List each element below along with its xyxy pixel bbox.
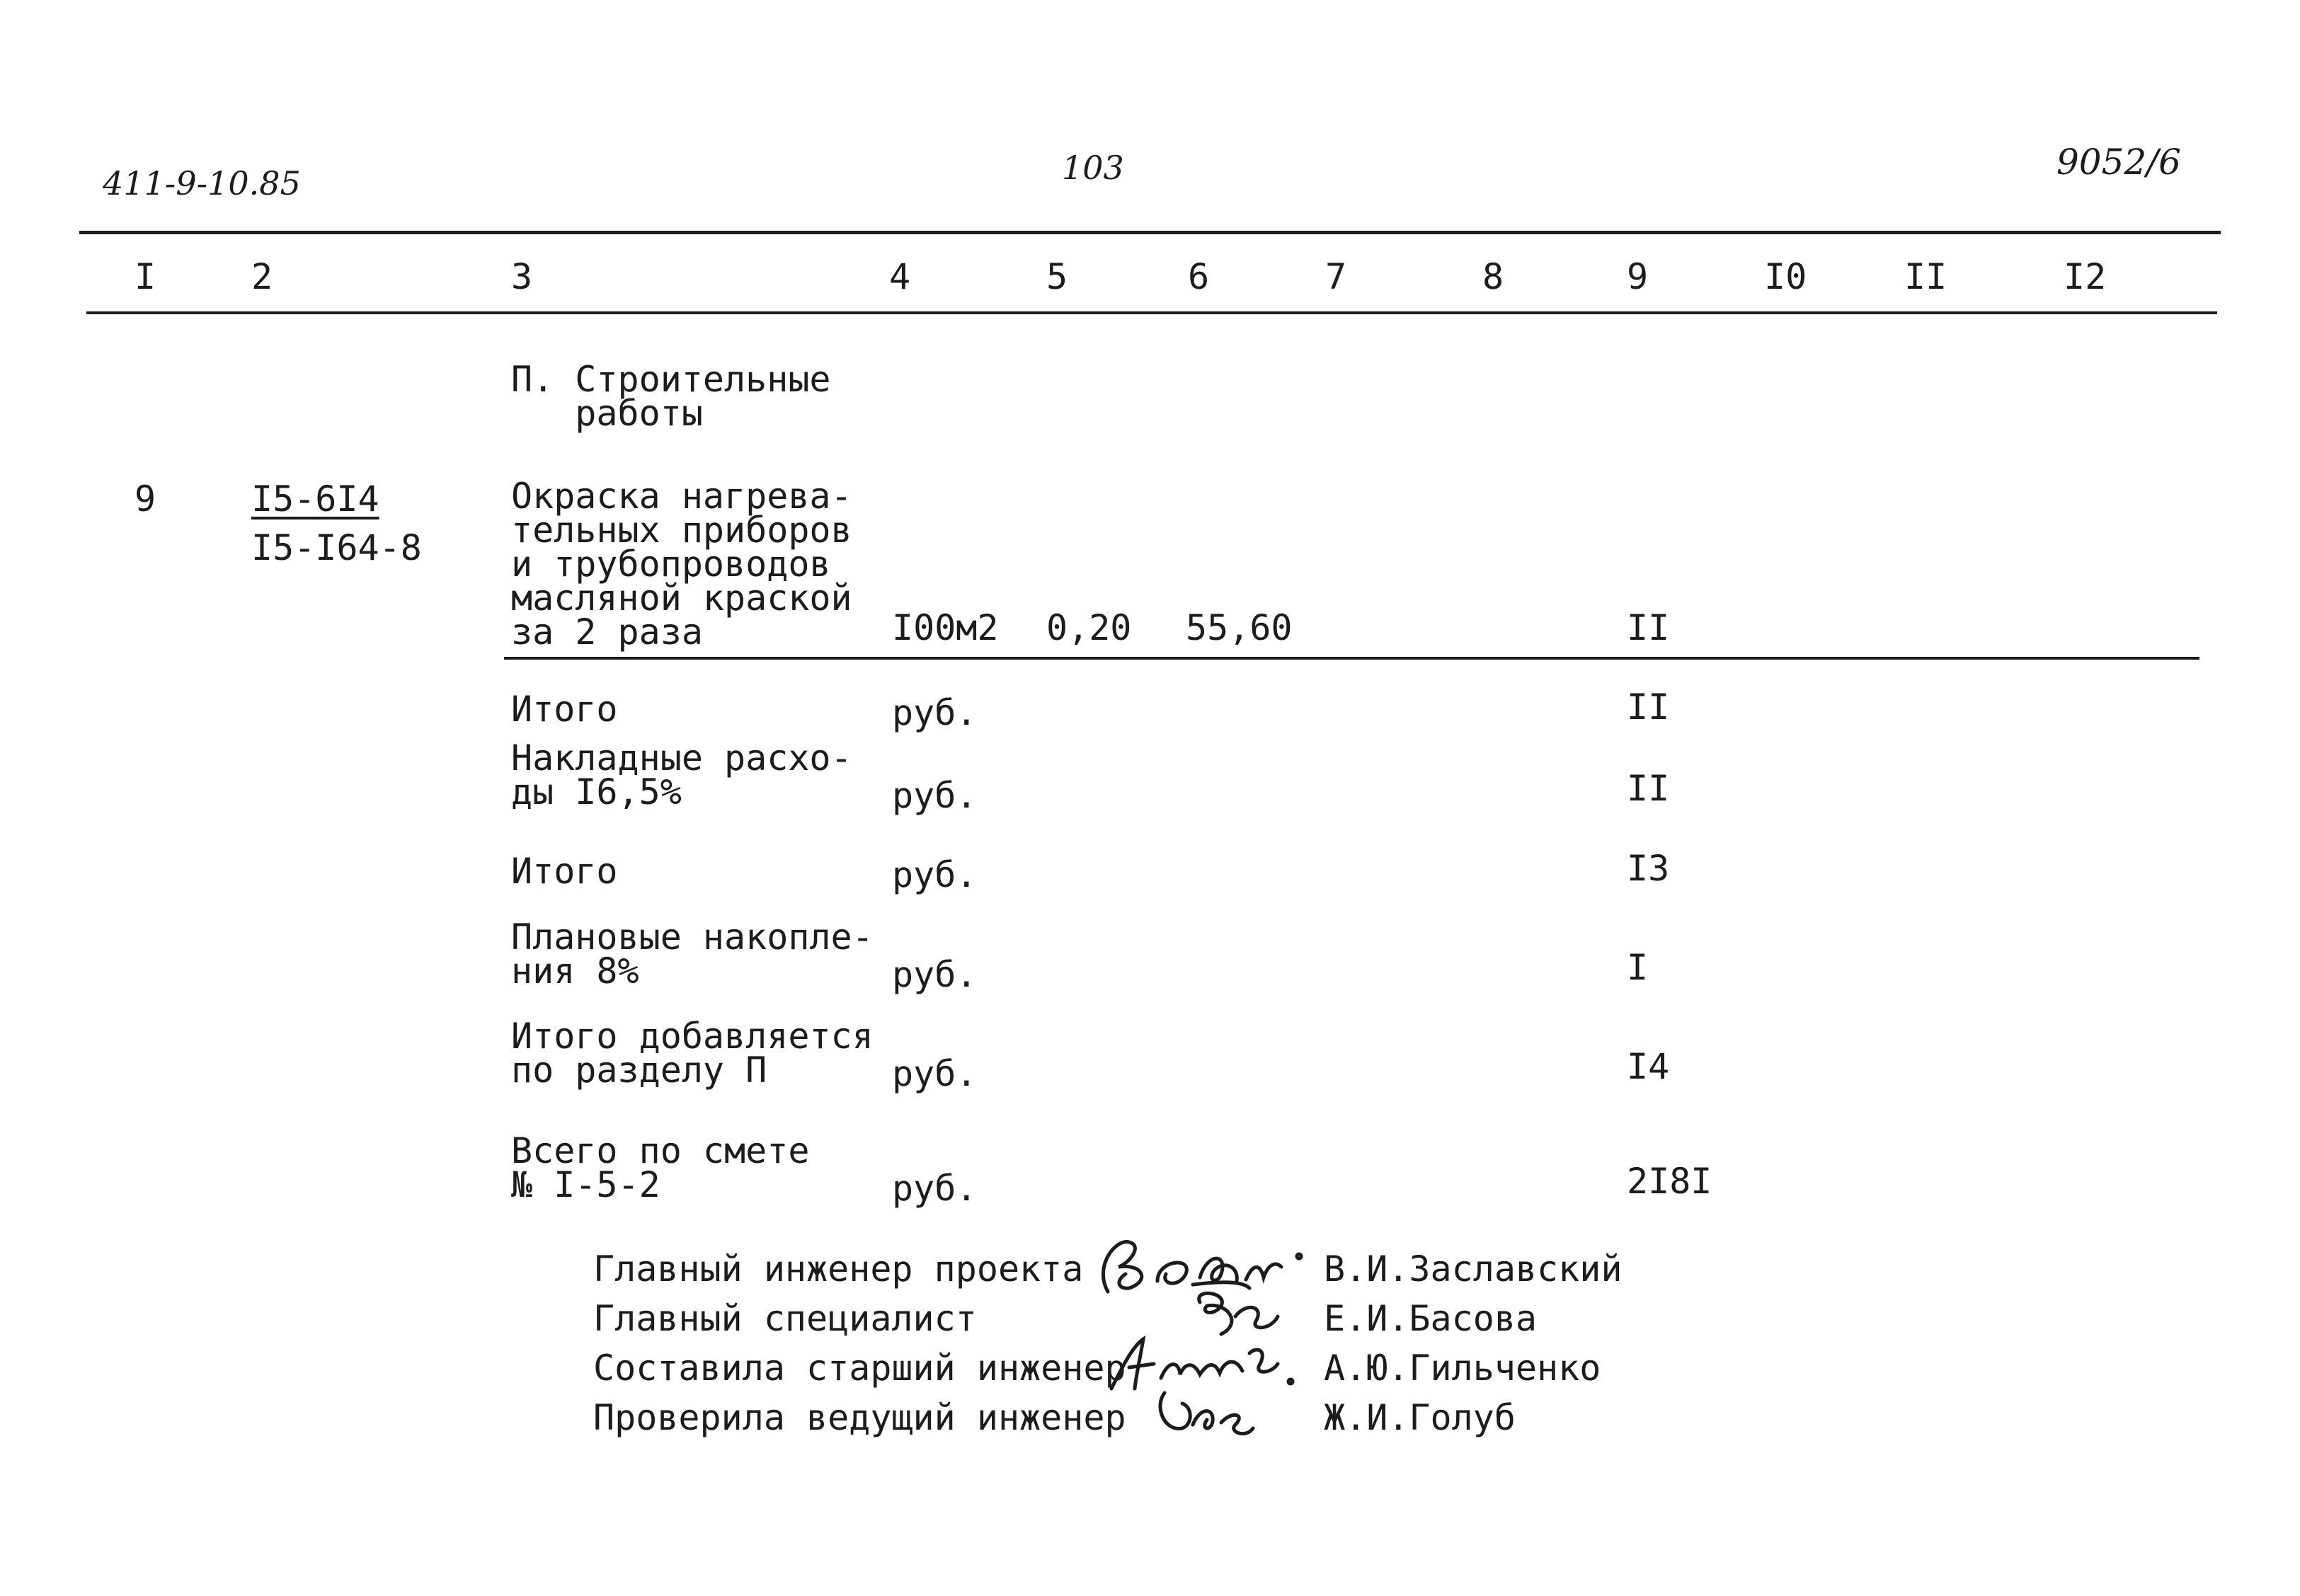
signature-role: Главный инженер проекта: [593, 1248, 1084, 1290]
summary-unit: руб.: [892, 954, 978, 995]
summary-label: Плановые накопле- ния 8%: [511, 917, 874, 992]
item-rule: [504, 657, 2199, 660]
item-price: 55,60: [1186, 607, 1293, 648]
summary-label: Накладные расхо- ды I6,5%: [511, 737, 852, 813]
item-number: 9: [135, 478, 156, 519]
summary-unit: руб.: [892, 854, 978, 895]
document-code: 411-9-10.85: [103, 164, 301, 202]
column-header-8: 8: [1482, 256, 1504, 297]
item-unit: I00м2: [892, 607, 999, 648]
column-header-3: 3: [511, 256, 533, 297]
signatory-name: В.И.Заславский: [1324, 1248, 1623, 1290]
summary-value: II: [1627, 768, 1670, 809]
column-header-6: 6: [1188, 256, 1210, 297]
summary-label: Всего по смете № I-5-2: [511, 1130, 810, 1205]
sheet-reference: 9052/6: [2056, 142, 2181, 183]
column-header-10: I0: [1764, 256, 1807, 297]
item-code-primary: I5-6I4: [251, 478, 379, 519]
header-bottom-rule: [86, 311, 2217, 314]
column-header-12: I2: [2064, 256, 2107, 297]
section-title: П. Строительные работы: [511, 359, 831, 434]
summary-value: I4: [1627, 1046, 1670, 1087]
signatory-name: Е.И.Басова: [1324, 1298, 1538, 1339]
handwritten-signature: [1150, 1379, 1257, 1442]
item-description: Окраска нагрева- тельных приборов и трубопроводов масляной краской за 2 раза: [511, 476, 852, 653]
signatory-name: А.Ю.Гильченко: [1324, 1348, 1601, 1389]
column-header-7: 7: [1325, 256, 1347, 297]
column-header-1: I: [135, 256, 156, 297]
signature-role: Проверила ведущий инженер: [593, 1397, 1126, 1438]
signatory-name: Ж.И.Голуб: [1324, 1397, 1516, 1438]
page-number: 103: [1062, 149, 1124, 187]
summary-unit: руб.: [892, 775, 978, 816]
summary-value: 2I8I: [1627, 1161, 1712, 1202]
summary-label: Итого добавляется по разделу П: [511, 1016, 874, 1091]
summary-label: Итого: [511, 689, 618, 730]
summary-unit: руб.: [892, 1053, 978, 1094]
signature-role: Главный специалист: [593, 1298, 977, 1339]
column-header-11: II: [1904, 256, 1947, 297]
item-quantity: 0,20: [1046, 607, 1132, 648]
column-header-5: 5: [1046, 256, 1068, 297]
summary-value: I3: [1627, 848, 1670, 889]
header-top-rule: [79, 231, 2221, 234]
summary-unit: руб.: [892, 1168, 978, 1209]
column-header-2: 2: [251, 256, 273, 297]
column-header-9: 9: [1627, 256, 1649, 297]
summary-unit: руб.: [892, 692, 978, 733]
item-code-secondary: I5-I64-8: [251, 527, 422, 568]
summary-value: II: [1627, 687, 1670, 728]
column-header-4: 4: [889, 256, 911, 297]
summary-value: I: [1627, 947, 1649, 988]
item-total: II: [1627, 607, 1670, 648]
signature-role: Составила старший инженер: [593, 1348, 1126, 1389]
summary-label: Итого: [511, 851, 618, 892]
